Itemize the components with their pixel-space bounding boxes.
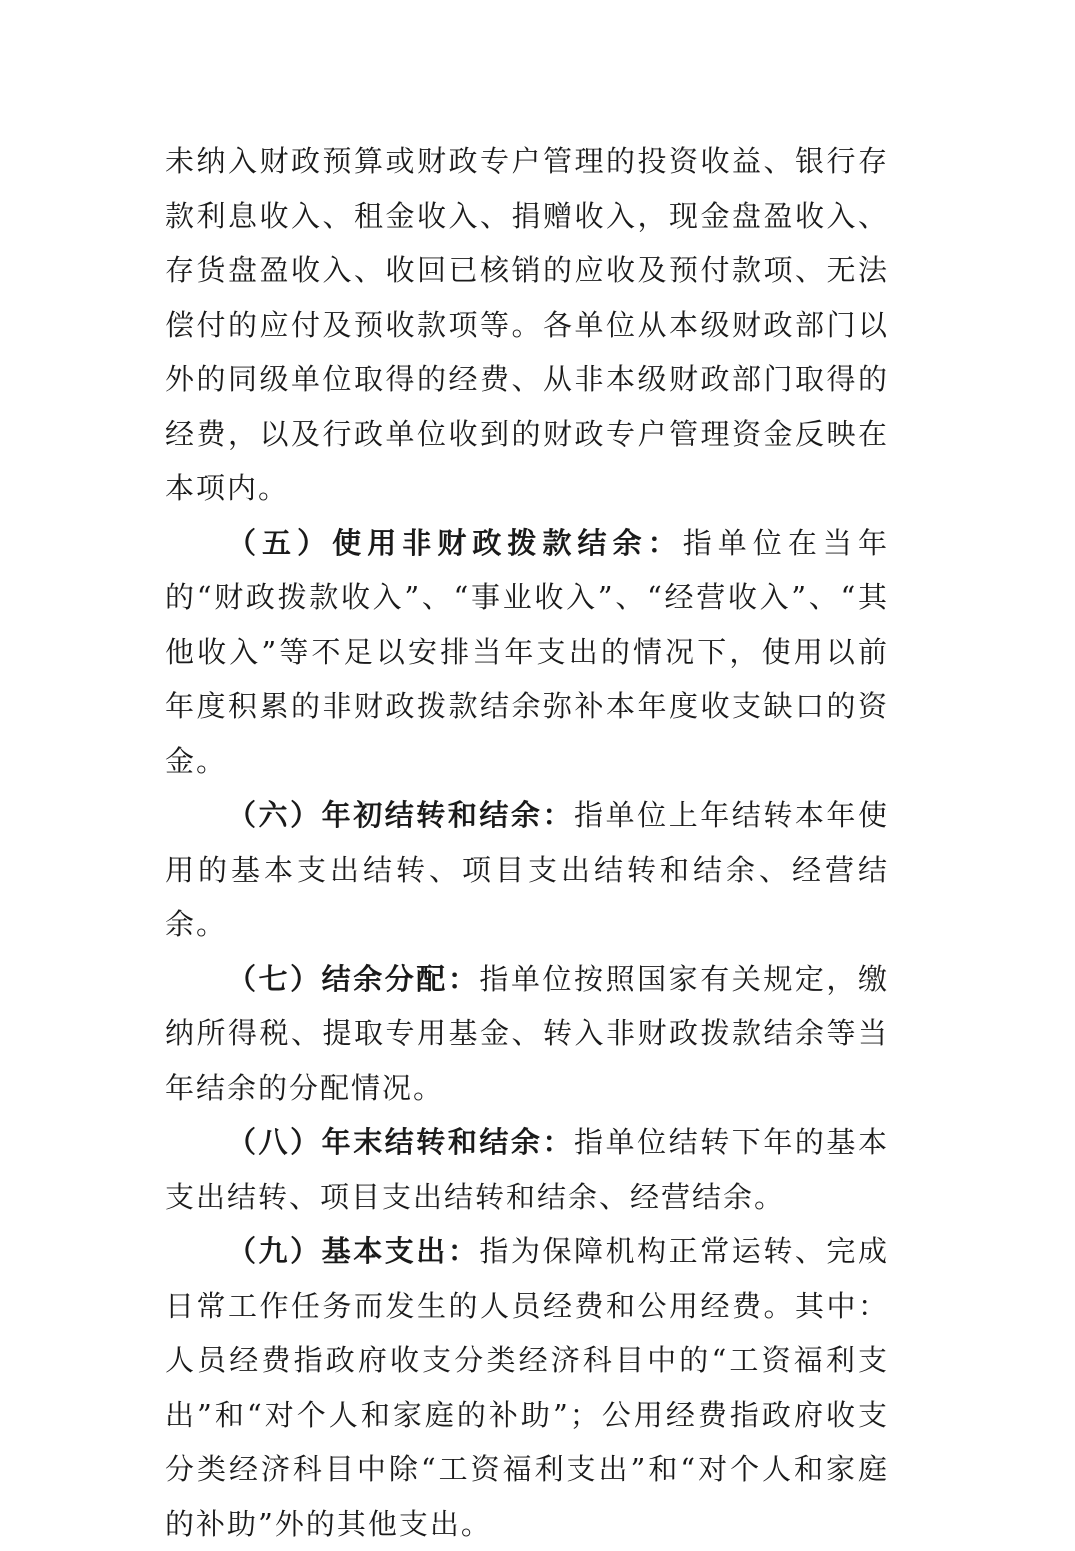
paragraph-text: 指单位上年结转本年使用的基本支出结转、项目支出结转和结余、经营结余。 [165,798,889,941]
paragraph-text: 指单位结转下年的基本支出结转、项目支出结转和结余、经营结余。 [165,1125,889,1214]
paragraph-basic-expenditure [165,1224,889,1551]
section-heading-7: （七）结余分配： [227,961,480,996]
document-body [165,134,889,1551]
paragraph-continued-other-income [165,134,889,516]
paragraph-year-end-carryover [165,1115,889,1224]
paragraph-text: 指单位在当年的“财政拨款收入”、“事业收入”、“经营收入”、“其他收入”等不足以安排当年支出的情况下，使用以前年度积累的非财政拨款结余弥补本年度收支缺口的资金。 [165,525,889,778]
paragraph-use-non-fiscal-balance [165,516,889,789]
section-heading-5: （五）使用非财政拨款结余： [227,525,683,560]
paragraph-text: 指单位按照国家有关规定，缴纳所得税、提取专用基金、转入非财政拨款结余等当年结余的分配情况。 [165,961,889,1105]
paragraph-text: 未纳入财政预算或财政专户管理的投资收益、银行存款利息收入、租金收入、捐赠收入，现金盘盈收入、存货盘盈收入、收回已核销的应收及预付款项、无法偿付的应付及预收款项等。各单位从本级财政部门以外的同级单位取得的经费、从非本级财政部门取得的经费，以及行政单位收到的财政专户管理资金反映在本项内。 [165,144,889,505]
paragraph-text: 指为保障机构正常运转、完成日常工作任务而发生的人员经费和公用经费。其中：人员经费指政府收支分类经济科目中的“工资福利支出”和“对个人和家庭的补助”；公用经费指政府收支分类经济科目中除“工资福利支出”和“对个人和家庭的补助”外的其他支出。 [165,1234,889,1541]
section-heading-6: （六）年初结转和结余： [227,798,575,832]
section-heading-9: （九）基本支出： [227,1234,480,1268]
paragraph-beginning-carryover [165,788,889,952]
paragraph-balance-distribution [165,952,889,1116]
section-heading-8: （八）年末结转和结余： [227,1125,575,1159]
